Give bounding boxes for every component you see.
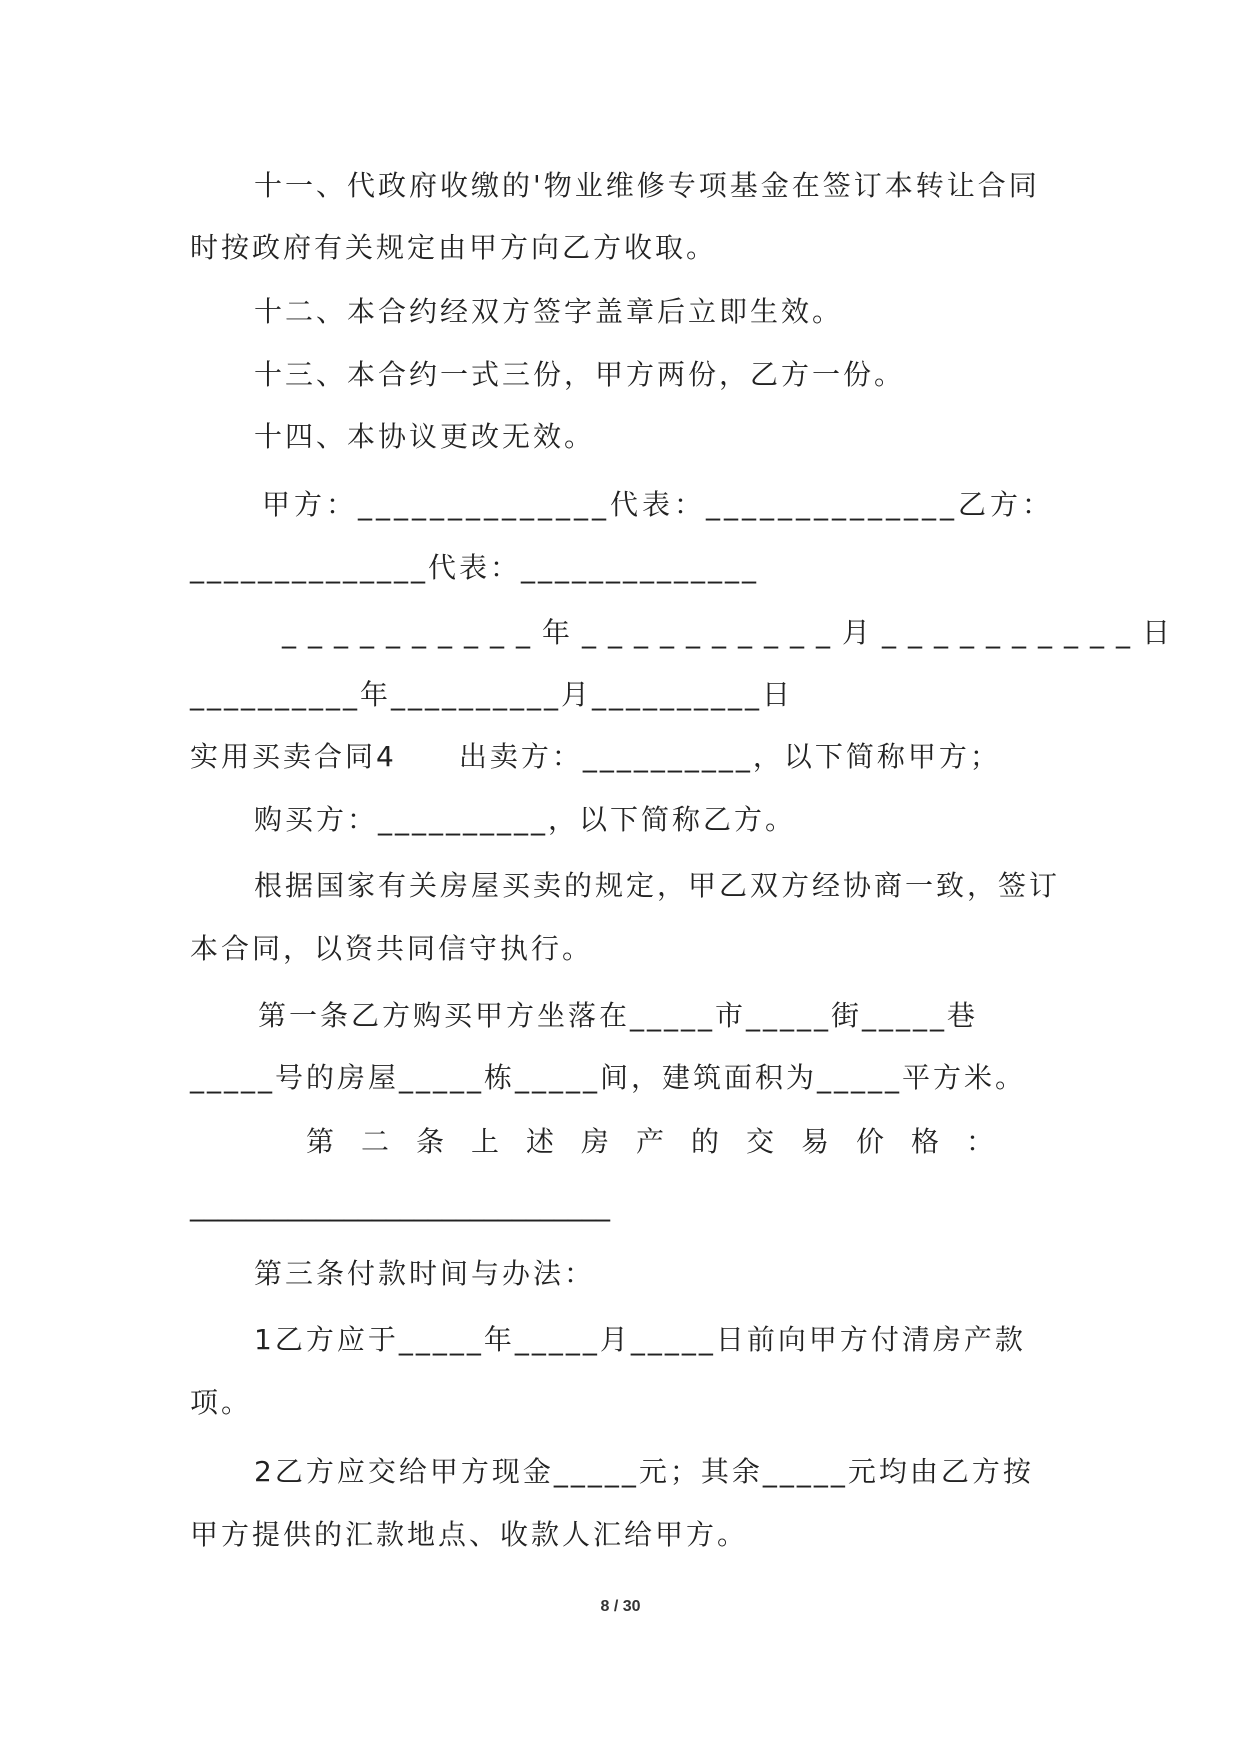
article-3-heading: 第三条付款时间与办法： xyxy=(254,1257,596,1290)
article-1-line-2: _____号的房屋_____栋_____间，建筑面积为_____平方米。 xyxy=(190,1061,1027,1094)
article-3-item-2-line-1: 2乙方应交给甲方现金_____元；其余_____元均由乙方按 xyxy=(254,1455,1034,1488)
clause-12: 十二、本合约经双方签字盖章后立即生效。 xyxy=(254,295,844,328)
clause-11-line-1: 十一、代政府收缴的'物业维修专项基金在签订本转让合同 xyxy=(254,169,1040,202)
date-line-1: __________年__________月__________日 xyxy=(282,616,1183,649)
contract-4-seller-line: 实用买卖合同4 出卖方：__________，以下简称甲方； xyxy=(190,740,1001,773)
buyer-line: 购买方：__________，以下简称乙方。 xyxy=(254,803,797,836)
date-line-2: __________年__________月__________日 xyxy=(190,678,794,711)
clause-13: 十三、本合约一式三份，甲方两份，乙方一份。 xyxy=(254,358,906,391)
article-2-price-blank: ______________________________ xyxy=(190,1189,610,1222)
signature-party-b-line: ______________代表：______________ xyxy=(190,551,760,584)
clause-11-line-2: 时按政府有关规定由甲方向乙方收取。 xyxy=(190,231,718,264)
article-3-item-2-line-2: 甲方提供的汇款地点、收款人汇给甲方。 xyxy=(190,1518,749,1551)
article-3-item-1-line-2: 项。 xyxy=(190,1386,253,1419)
article-1-line-1: 第一条乙方购买甲方坐落在_____市_____街_____巷 xyxy=(258,999,979,1032)
preamble-line-1: 根据国家有关房屋买卖的规定，甲乙双方经协商一致，签订 xyxy=(254,869,1061,902)
article-3-item-1-line-1: 1乙方应于_____年_____月_____日前向甲方付清房产款 xyxy=(254,1323,1026,1356)
page-number: 8 / 30 xyxy=(600,1598,641,1615)
article-2-heading: 第二条上述房产的交易价格： xyxy=(306,1125,1022,1158)
preamble-line-2: 本合同，以资共同信守执行。 xyxy=(190,932,594,965)
clause-14: 十四、本协议更改无效。 xyxy=(254,420,596,453)
signature-party-a-line: 甲方：______________代表：______________乙方： xyxy=(262,488,1055,521)
